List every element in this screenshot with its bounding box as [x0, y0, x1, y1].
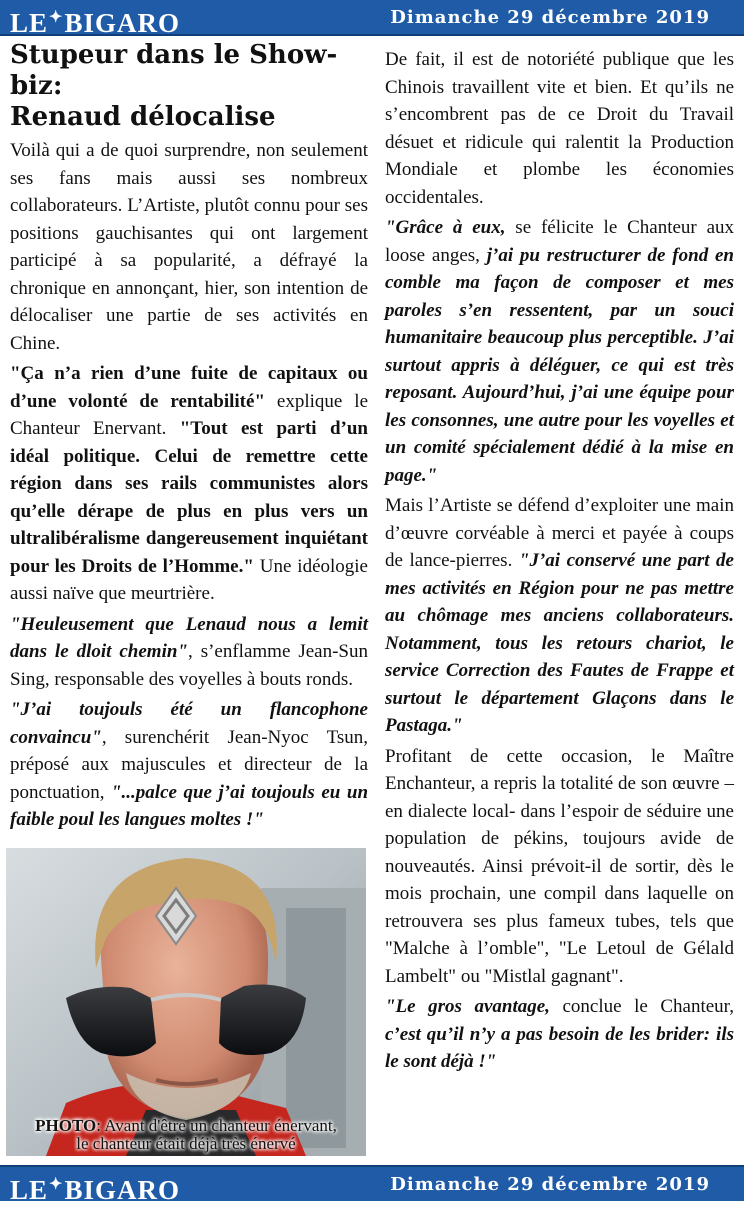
paragraph-2 [10, 360, 368, 608]
text-run: explique le Chanteur Enervant. [10, 390, 368, 439]
text-run: Une idéologie aussi naïve que meurtrière. [10, 555, 368, 604]
paragraph-9 [385, 993, 734, 1076]
caption-line-1: : Avant d'être un chanteur énervant, [96, 1116, 337, 1135]
paragraph-6 [385, 214, 734, 489]
text-run: , s’enflamme Jean-Sun Sing, responsable des voyelles à bouts ronds. [10, 641, 368, 690]
logo-text-right: BIGARO [64, 1175, 180, 1205]
paragraph-4 [10, 696, 368, 834]
bird-icon: ✦ [49, 1176, 64, 1193]
paragraph-8: Profitant de cette occasion, le Maître Enchanteur, a repris la totalité de son œuvre –en dialecte local- dans l’espoir de séduire une population de pékins, toujours avide de nouveautés. Ainsi prévoit-il de sortir, dès le mois prochain, une compil dans laquelle on retrouvera ses plus fameux tubes, tels que "Malche à l’omble", "Le Letoul de Gélald Lambelt" ou "Mistlal gagnant". [385, 745, 734, 987]
quote: "Heuleusement que Lenaud nous a lemit dans le dloit chemin" [10, 613, 368, 662]
quote: "Le gros avantage, [385, 996, 550, 1017]
masthead-bottom [0, 1165, 744, 1205]
logo-text-left: LE [10, 1175, 49, 1205]
caption-line-2: le chanteur était déjà très énervé [76, 1134, 296, 1153]
article-column-left [10, 40, 368, 837]
quote: c’est qu’il n’y a pas besoin de les brider: ils le sont déjà !" [385, 1023, 734, 1072]
title-line-2: Renaud délocalise [10, 102, 276, 132]
issue-date-footer: Dimanche 29 décembre 2019 [390, 1174, 710, 1195]
text-run: conclue le Chanteur, [549, 996, 734, 1017]
quote: "J’ai toujouls été un flancophone convaincu" [10, 699, 368, 748]
quote: j’ai pu restructurer de fond en comble ma façon de composer et mes paroles s’en ressentent, par un souci humanitaire beaucoup plus perceptible. J’ai surtout appris à déléguer, ce qui est très reposant. Aujourd’hui, j’ai une équipe pour les consonnes, une autre pour les voyelles et un comité spécialement dédié à la mise en page." [385, 244, 734, 486]
newspaper-logo [10, 4, 180, 37]
paragraph-5: De fait, il est de notoriété publique que les Chinois travaillent vite et bien. Et qu’ils ne s’encombrent pas de ce Droit du Travail désuet et ridicule qui ralentit la Production Mondiale et plombe les économies occidentales. [385, 49, 734, 208]
paragraph-7 [385, 492, 734, 740]
logo-text-left: LE [10, 8, 49, 38]
quote: "Tout est parti d’un idéal politique. Celui de remettre cette région dans ses rails communistes alors qu’elle dérape de plus en plus vers un ultralibéralisme dangereusement inquiétant pour les Droits de l’Homme." [10, 418, 368, 577]
quote: "Ça n’a rien d’une fuite de capitaux ou d’une volonté de rentabilité" [10, 363, 368, 412]
masthead-top [0, 0, 744, 36]
text-run: se félicite le Chanteur aux loose anges, [385, 217, 735, 266]
article-photo [6, 848, 366, 1156]
article-title [10, 40, 368, 133]
title-line-1: Stupeur dans le Show-biz: [10, 40, 338, 101]
article-column-right [385, 46, 734, 1079]
issue-date: Dimanche 29 décembre 2019 [390, 7, 710, 28]
quote: "...palce que j’ai toujouls eu un faible poul les langues moltes !" [10, 781, 369, 830]
newspaper-logo-footer [10, 1171, 180, 1204]
bird-icon: ✦ [49, 9, 64, 26]
paragraph-3 [10, 611, 368, 694]
paragraph-1: Voilà qui a de quoi surprendre, non seulement ses fans mais aussi ses nombreux collaborateurs. L’Artiste, plutôt connu pour ses positions gauchisantes qui ont largement participé à sa popularité, a défrayé la chronique en annonçant, hier, son intention de délocaliser une partie de ses activités en Chine. [10, 140, 368, 354]
quote: "Grâce à eux, [385, 217, 506, 238]
portrait-image [6, 848, 366, 1156]
quote: "J’ai conservé une part de mes activités en Région pour ne pas mettre au chômage mes anciens collaborateurs. Notamment, tous les retours chariot, le service Correction des Fautes de Frappe et surtout le département Glaçons dans le Pastaga." [385, 550, 734, 736]
photo-caption [6, 1117, 366, 1153]
logo-text-right: BIGARO [64, 8, 180, 38]
caption-label: PHOTO [35, 1116, 97, 1135]
text-run: Mais l’Artiste se défend d’exploiter une main d’œuvre corvéable à merci et payée à coups de lance-pierres. [385, 495, 734, 571]
text-run: , surenchérit Jean-Nyoc Tsun, préposé aux majuscules et directeur de la ponctuation, [10, 726, 368, 803]
